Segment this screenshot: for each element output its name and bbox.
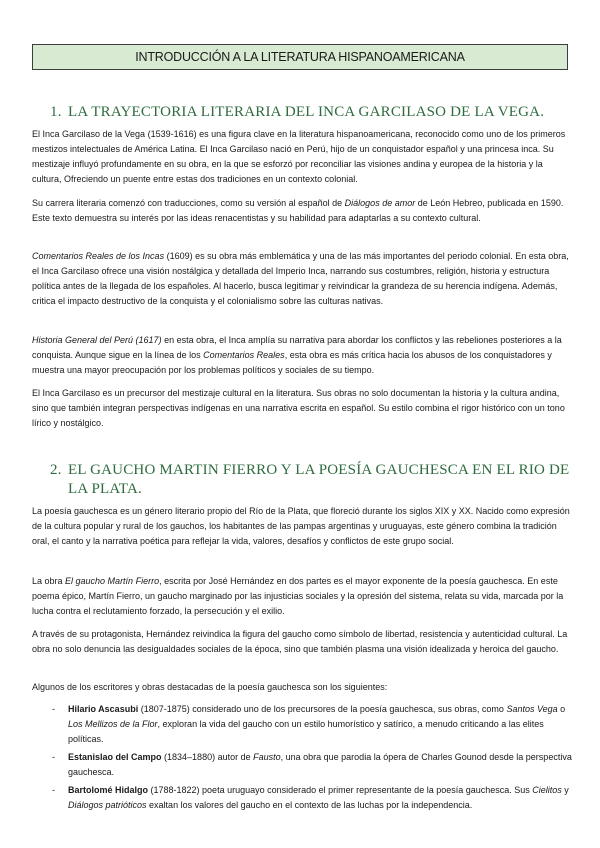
section-1-paragraph-5: El Inca Garcilaso es un precursor del mestizaje cultural en la literatura. Sus obras no solo documentan la historia y la cultura andina, sino que también integran perspectivas indígenas en una narrativa escrita en español. Su estilo combina el rigor histórico con un tono lírico y nostálgico. <box>32 388 565 428</box>
document-title: INTRODUCCIÓN A LA LITERATURA HISPANOAMERICANA <box>32 44 568 70</box>
section-2-heading-line-1: EL GAUCHO MARTIN FIERRO Y LA POESÍA GAUCHESCA EN EL RIO DE <box>68 462 570 478</box>
section-1-heading <box>50 103 570 122</box>
section-1-number: 1. <box>50 104 62 120</box>
writer-name: Bartolomé Hidalgo <box>68 785 149 795</box>
section-2-paragraph-2: La obra El gaucho Martín Fierro, escrita por José Hernández en dos partes es el mayor exponente de la poesía gauchesca. En este poema épico, Martín Fierro, un gaucho marginado por las injusticias sociales y la opresión del sistema, relata su vida, marcada por la lucha contra el reclutamiento forzado, la persecución y el exilio. <box>32 576 564 616</box>
work-title: Fausto <box>253 752 281 762</box>
section-1-paragraph-1: El Inca Garcilaso de la Vega (1539-1616) es una figura clave en la literatura hispanoamericana, reconocido como uno de los primeros mestizos intelectuales de América Latina. El Inca Garcilaso nació en Perú, hijo de un conquistador español y una princesa inca. Su mestizaje influyó profundamente en su obra, en la que se esforzó por reconciliar las visiones andina y europea de la historia y la cultura, Ofreciendo un puente entre estas dos tradiciones en un contexto colonial. <box>32 129 566 184</box>
section-2-paragraph-4: Algunos de los escritores y obras destacadas de la poesía gauchesca son los siguientes: <box>32 682 388 692</box>
section-1-paragraph-2: Su carrera literaria comenzó con traducciones, como su versión al español de Diálogos de amor de León Hebreo, publicada en 1590. Este texto demuestra su interés por las ideas renacentistas y su habilidad para adaptarlas a su contexto cultural. <box>32 198 564 223</box>
bullet-dash: - <box>52 704 55 714</box>
section-2-heading-line-2: LA PLATA. <box>68 481 142 497</box>
bullet-dash: - <box>52 752 55 762</box>
writer-name: Estanislao del Campo <box>68 752 162 762</box>
work-title: El gaucho Martín Fierro <box>65 576 160 586</box>
work-title: Comentarios Reales <box>203 350 285 360</box>
list-item: - Bartolomé Hidalgo (1788-1822) poeta uruguayo considerado el primer representante de la poesía gauchesca. Sus Cielitos y Diálogos patrióticos exaltan los valores del gaucho en el contexto de las luchas por la independencia. <box>52 785 569 810</box>
bullet-dash: - <box>52 785 55 795</box>
work-title: Historia General del Perú (1617) <box>32 335 162 345</box>
section-2-paragraph-3: A través de su protagonista, Hernández reivindica la figura del gaucho como símbolo de libertad, resistencia y autenticidad cultural. La obra no solo denuncia las desigualdades sociales de la época, sino que también plasma una visión idealizada y heroica del gaucho. <box>32 629 568 654</box>
section-1-paragraph-3: Comentarios Reales de los Incas (1609) es su obra más emblemática y una de las más importantes del periodo colonial. En esta obra, el Inca Garcilaso ofrece una visión nostálgica y detallada del Imperio Inca, narrando sus costumbres, religión, historia y estructura política antes de la llegada de los españoles. Al hacerlo, busca legitimar y reivindicar la grandeza de su herencia indígena. Además, critica el impacto destructivo de la conquista y el colonialismo sobre las culturas nativas. <box>32 251 569 306</box>
section-1-heading-text: LA TRAYECTORIA LITERARIA DEL INCA GARCILASO DE LA VEGA. <box>68 104 545 120</box>
list-item: - Hilario Ascasubi (1807-1875) considerado uno de los precursores de la poesía gauchesca, sus obras, como Santos Vega o Los Mellizos de la Flor, exploran la vida del gaucho con un estilo humorístico y satírico, a menudo criticando a las elites políticas. <box>52 704 566 744</box>
work-title: Diálogos de amor <box>344 198 416 208</box>
work-title: Diálogos patrióticos <box>68 800 147 810</box>
writer-name: Hilario Ascasubi <box>68 704 139 714</box>
section-2-number: 2. <box>50 462 62 478</box>
list-item: - Estanislao del Campo (1834–1880) autor de Fausto, una obra que parodia la ópera de Charles Gounod desde la perspectiva gauchesca. <box>52 752 572 777</box>
section-2-heading <box>50 461 570 499</box>
writers-list <box>52 702 572 816</box>
section-1-paragraph-4: Historia General del Perú (1617) en esta obra, el Inca amplía su narrativa para abordar los conflictos y las rebeliones posteriores a la conquista. Aunque sigue en la línea de los Comentarios Reales, esta obra es más crítica hacia los abusos de los conquistadores y muestra una mayor preocupación por los problemas políticos y sociales de su tiempo. <box>32 335 562 375</box>
work-title: Cielitos <box>532 785 562 795</box>
work-title: Santos Vega <box>506 704 558 714</box>
work-title: Comentarios Reales de los Incas <box>32 251 165 261</box>
section-2-paragraph-1: La poesía gauchesca es un género literario propio del Río de la Plata, que floreció durante los siglos XIX y XX. Nacido como expresión de la cultura popular y rural de los gauchos, los habitantes de las pampas argentinas y uruguayas, este género combina la tradición oral, el canto y la narrativa poética para reflejar la vida, valores, desafíos y conflictos de este grupo social. <box>32 506 570 546</box>
work-title: Los Mellizos de la Flor <box>68 719 158 729</box>
